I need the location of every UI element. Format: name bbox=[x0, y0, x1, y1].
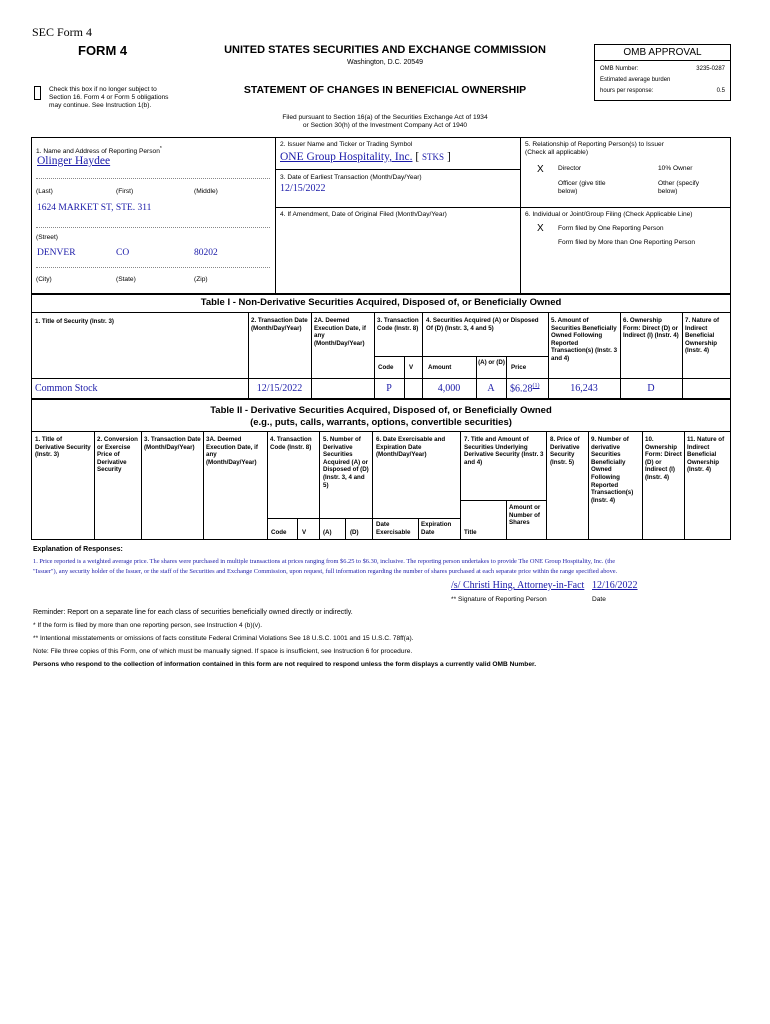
t2-col-title: 1. Title of Derivative Security (Instr. 3) bbox=[35, 436, 91, 459]
issuer-label: 2. Issuer Name and Ticker or Trading Symbol bbox=[280, 141, 413, 148]
t1-col-code: 3. Transaction Code (Instr. 8) bbox=[377, 317, 419, 332]
last-label: (Last) bbox=[36, 188, 53, 195]
director-label: Director bbox=[558, 165, 582, 172]
table-one-title: Table I - Non-Derivative Securities Acquired, Disposed of, or Beneficially Owned bbox=[200, 297, 562, 308]
t2-col-owned: 9. Number of derivative Securities Beneficially Owned Following Reported Transaction(s) (Instr. 4) bbox=[591, 436, 634, 504]
footnote-star-2: ** Intentional misstatements or omissions of facts constitute Federal Criminal Violations See 18 U.S.C. 1001 and 15 U.S.C. 78ff(a). bbox=[33, 635, 414, 642]
t1-sub-v: V bbox=[409, 364, 414, 371]
t1-col-owned: 5. Amount of Securities Beneficially Owned Following Reported Transaction(s) (Instr. 3 and 4) bbox=[551, 317, 618, 362]
t1-row-ad: A bbox=[487, 383, 495, 394]
t2-sub-amount: Amount or Number of Shares bbox=[509, 504, 541, 527]
t1-row-date: 12/15/2022 bbox=[256, 383, 303, 394]
t1-row-title: Common Stock bbox=[35, 383, 98, 394]
t2-sub-code: Code bbox=[271, 529, 287, 536]
zip-label: (Zip) bbox=[194, 276, 208, 283]
t1-col-date: 2. Transaction Date (Month/Day/Year) bbox=[251, 317, 308, 332]
street-address: 1624 MARKET ST, STE. 311 bbox=[37, 203, 152, 213]
t2-col-nature: 11. Nature of Indirect Beneficial Ownership (Instr. 4) bbox=[687, 436, 725, 474]
t2-col-price: 8. Price of Derivative Security (Instr. 5) bbox=[550, 436, 580, 466]
t2-sub-exercisable: Date Exercisable bbox=[376, 521, 411, 536]
statement-title: STATEMENT OF CHANGES IN BENEFICIAL OWNERSHIP bbox=[243, 84, 527, 96]
issuer-name-link[interactable]: ONE Group Hospitality, Inc. bbox=[280, 151, 413, 163]
officer-label: Officer (give title below) bbox=[558, 180, 606, 195]
t2-col-conversion: 2. Conversion or Exercise Price of Derivative Security bbox=[97, 436, 138, 474]
t1-col-nature: 7. Nature of Indirect Beneficial Ownership (Instr. 4) bbox=[685, 317, 720, 355]
omb-persons-notice: Persons who respond to the collection of information contained in this form are not required to respond unless the form displays a currently valid OMB Number. bbox=[33, 661, 537, 668]
t1-row-amount: 4,000 bbox=[437, 383, 461, 394]
t1-row-code: P bbox=[386, 383, 392, 394]
director-checkmark[interactable]: X bbox=[537, 164, 544, 175]
t2-col-number: 5. Number of Derivative Securities Acquired (A) or Disposed of (D) (Instr. 3, 4 and 5) bbox=[323, 436, 369, 489]
t1-col-title: 1. Title of Security (Instr. 3) bbox=[35, 318, 114, 325]
t2-col-form: 10. Ownership Form: Direct (D) or Indirect (I) (Instr. 4) bbox=[645, 436, 682, 481]
agency-name: UNITED STATES SECURITIES AND EXCHANGE COMMISSION bbox=[224, 44, 546, 56]
state-value: CO bbox=[116, 248, 130, 258]
reporting-person-name[interactable]: Olinger Haydee bbox=[37, 155, 111, 167]
issuer-name-ticker: ONE Group Hospitality, Inc. [ STKS ] bbox=[280, 151, 451, 163]
t1-sub-price: Price bbox=[511, 364, 527, 371]
zip-value: 80202 bbox=[194, 248, 218, 258]
t1-row-price: $6.28$^{(1)}$ bbox=[510, 383, 540, 395]
issuer-ticker: STKS bbox=[422, 152, 445, 162]
omb-number-label: OMB Number: bbox=[600, 66, 639, 72]
omb-title: OMB APPROVAL bbox=[595, 45, 730, 61]
table-two-title: Table II - Derivative Securities Acquired, Disposed of, or Beneficially Owned (e.g., puts, calls, warrants, options, convertible securities) bbox=[210, 405, 552, 428]
first-label: (First) bbox=[116, 188, 134, 195]
filing-label: 6. Individual or Joint/Group Filing (Check Applicable Line) bbox=[525, 211, 693, 218]
t1-col-form: 6. Ownership Form: Direct (D) or Indirect (I) (Instr. 4) bbox=[623, 317, 679, 340]
state-label: (State) bbox=[116, 276, 136, 283]
omb-burden-label: Estimated average burden bbox=[600, 77, 671, 83]
earliest-date-label: 3. Date of Earliest Transaction (Month/Day/Year) bbox=[280, 174, 422, 181]
t2-sub-expiration: Expiration Date bbox=[421, 521, 452, 536]
t1-col-deemed: 2A. Deemed Execution Date, if any (Month/Day/Year) bbox=[314, 317, 366, 347]
omb-approval-box bbox=[594, 44, 731, 101]
earliest-date-value: 12/15/2022 bbox=[280, 183, 326, 194]
amendment-label: 4. If Amendment, Date of Original Filed (Month/Day/Year) bbox=[280, 211, 447, 218]
one-person-label: Form filed by One Reporting Person bbox=[558, 225, 664, 232]
t2-col-underlying: 7. Title and Amount of Securities Underlying Derivative Security (Instr. 3 and 4) bbox=[464, 436, 544, 466]
explanation-note-1: 1. Price reported is a weighted average price. The shares were purchased in multiple transactions at prices ranging from $6.25 to $6.30, inclusive. The reporting person undertakes to provide The ONE Group Hospitality, Inc. (the "Issuer"), any security holder of the Issuer, or the staff of the Securities and Exchange Commission, upon request, full information regarding the number of shares purchased at each separate price within the range specified above. bbox=[33, 558, 618, 575]
omb-number-value: 3235-0287 bbox=[696, 66, 725, 72]
city-value: DENVER bbox=[37, 248, 76, 258]
t2-sub-a: (A) bbox=[323, 529, 332, 536]
ten-percent-owner-label: 10% Owner bbox=[658, 165, 693, 172]
sec-form-label: SEC Form 4 bbox=[32, 25, 93, 39]
other-label: Other (specify below) bbox=[658, 180, 700, 195]
t1-sub-amount: Amount bbox=[428, 364, 452, 371]
t1-sub-code: Code bbox=[378, 364, 394, 371]
t2-col-deemed: 3A. Deemed Execution Date, if any (Month/Day/Year) bbox=[206, 436, 258, 466]
filed-pursuant: Filed pursuant to Section 16(a) of the Securities Exchange Act of 1934 or Section 30(h) of the Investment Company Act of 1940 bbox=[282, 114, 488, 129]
middle-label: (Middle) bbox=[194, 188, 218, 195]
t2-sub-v: V bbox=[302, 529, 307, 536]
t1-col-acquired: 4. Securities Acquired (A) or Disposed Of (D) (Instr. 3, 4 and 5) bbox=[426, 317, 539, 332]
t1-row-owned: 16,243 bbox=[570, 383, 598, 394]
explanation-label: Explanation of Responses: bbox=[33, 546, 123, 553]
omb-hours-value: 0.5 bbox=[716, 88, 725, 94]
reporting-person-label: 1. Name and Address of Reporting Person* bbox=[36, 146, 162, 156]
t2-sub-d: (D) bbox=[350, 529, 359, 536]
relationship-label: 5. Relationship of Reporting Person(s) to Issuer (Check all applicable) bbox=[525, 141, 664, 156]
checkbox-instruction: Check this box if no longer subject to Section 16. Form 4 or Form 5 obligations may continue. See Instruction 1(b). bbox=[49, 86, 169, 109]
footnote-star-1: * If the form is filed by more than one reporting person, see Instruction 4 (b)(v). bbox=[33, 622, 263, 629]
one-person-checkmark[interactable]: X bbox=[537, 223, 544, 234]
reminder-text: Reminder: Report on a separate line for each class of securities beneficially owned directly or indirectly. bbox=[33, 609, 353, 616]
signature-label: ** Signature of Reporting Person bbox=[451, 596, 547, 603]
signature-value: /s/ Christi Hing, Attorney-in-Fact bbox=[451, 580, 585, 591]
footer-note: Note: File three copies of this Form, one of which must be manually signed. If space is insufficient, see Instruction 6 for procedure. bbox=[33, 648, 413, 655]
street-label: (Street) bbox=[36, 234, 58, 241]
footnote-1-link[interactable]: (1) bbox=[532, 383, 540, 389]
agency-location: Washington, D.C. 20549 bbox=[346, 59, 423, 66]
signature-date-label: Date bbox=[592, 596, 606, 603]
t2-sub-title: Title bbox=[464, 529, 477, 536]
t2-col-date: 3. Transaction Date (Month/Day/Year) bbox=[144, 436, 201, 451]
signature-date-value: 12/16/2022 bbox=[592, 580, 638, 591]
omb-hours-label: hours per response: bbox=[600, 88, 654, 94]
city-label: (City) bbox=[36, 276, 52, 283]
t2-col-exercisable: 6. Date Exercisable and Expiration Date (Month/Day/Year) bbox=[376, 436, 446, 459]
t2-col-code: 4. Transaction Code (Instr. 8) bbox=[270, 436, 312, 451]
more-persons-label: Form filed by More than One Reporting Person bbox=[558, 239, 696, 246]
form-title: FORM 4 bbox=[78, 43, 128, 58]
no-longer-subject-checkbox[interactable] bbox=[34, 86, 41, 100]
t1-row-form: D bbox=[647, 383, 655, 394]
t1-sub-ad: (A) or (D) bbox=[478, 359, 505, 366]
